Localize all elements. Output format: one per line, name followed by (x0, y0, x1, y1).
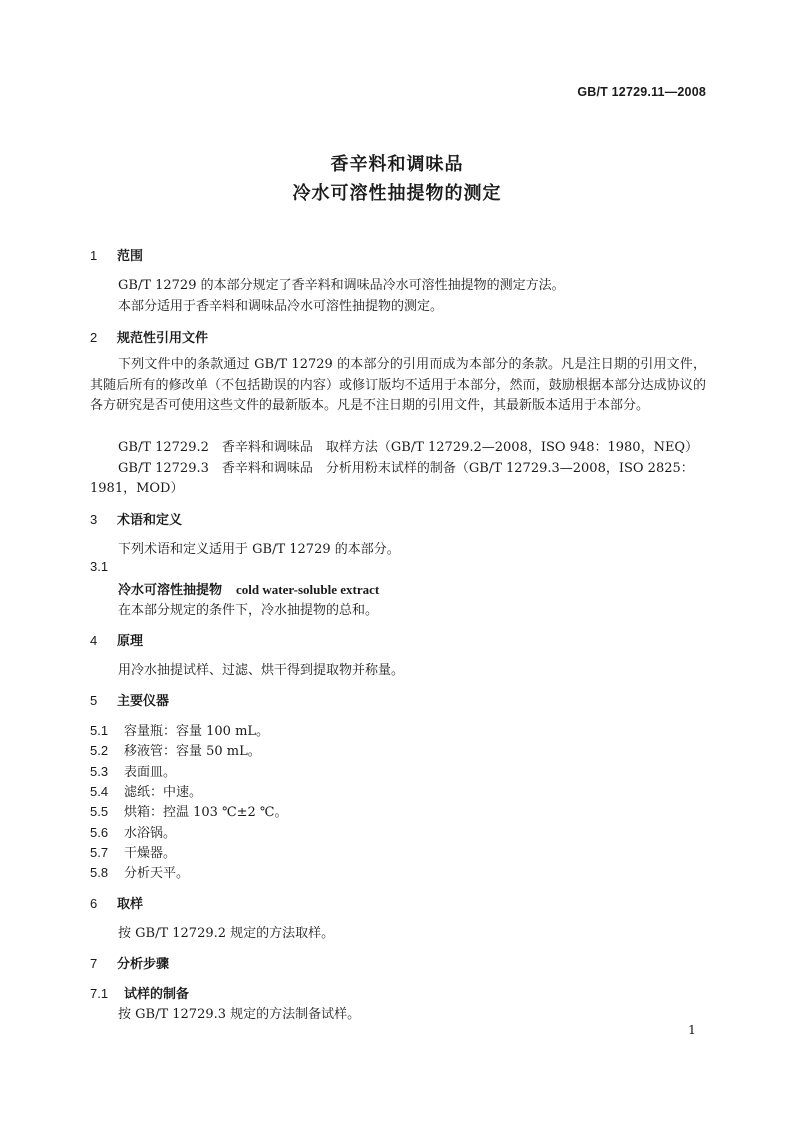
apparatus-item (90, 781, 202, 800)
item-text: 水浴锅。 (124, 826, 177, 841)
section-title: 规范性引用文件 (117, 331, 209, 346)
subsection-number: 7.1 (90, 986, 109, 1001)
item-number: 5.8 (90, 865, 109, 880)
page-number: 1 (688, 1022, 696, 1037)
section-number: 7 (90, 956, 98, 971)
item-number: 5.3 (90, 764, 109, 779)
paragraph: 下列术语和定义适用于 GB/T 12729 的本部分。 (118, 542, 400, 557)
section-title: 范围 (117, 249, 144, 264)
term-english: cold water-soluble extract (236, 582, 380, 597)
document-title-line1: 香辛料和调味品 (330, 154, 464, 175)
section-title: 取样 (117, 897, 144, 912)
section-title: 术语和定义 (117, 513, 183, 528)
reference-item-continuation: 1981，MOD） (90, 481, 184, 496)
subsection-heading (90, 983, 189, 1002)
item-text: 干燥器。 (124, 846, 177, 861)
term-definition: 在本部分规定的条件下，冷水抽提物的总和。 (118, 603, 379, 618)
paragraph: 本部分适用于香辛料和调味品冷水可溶性抽提物的测定。 (118, 299, 444, 314)
section-number: 6 (90, 896, 98, 911)
apparatus-item (90, 842, 176, 861)
paragraph: 按 GB/T 12729.3 规定的方法制备试样。 (118, 1007, 361, 1022)
subsection-title: 试样的制备 (124, 987, 190, 1002)
section-title: 原理 (117, 634, 144, 649)
item-number: 5.1 (90, 723, 109, 738)
item-text: 表面皿。 (124, 765, 177, 780)
paragraph: 下列文件中的条款通过 GB/T 12729 的本部分的引用而成为本部分的条款。凡是注日期的引用文件，其随后所有的修改单（不包括勘误的内容）或修订版均不适用于本部分，然而，鼓励根据本部分达成协议的各方研究是否可使用这些文件的最新版本。凡是不注日期的引用文件，其最新版本适用于本部分。 (90, 357, 706, 413)
item-text: 烘箱：控温 103 ℃±2 ℃。 (124, 805, 288, 820)
section-heading-apparatus (90, 690, 169, 709)
term-chinese: 冷水可溶性抽提物 (118, 583, 223, 598)
document-title-line2: 冷水可溶性抽提物的测定 (292, 183, 502, 204)
section-number: 3 (90, 512, 98, 527)
item-number: 5.5 (90, 804, 109, 819)
section-heading-sampling (90, 893, 143, 912)
item-number: 5.4 (90, 784, 109, 799)
item-text: 容量瓶：容量 100 mL。 (124, 724, 270, 739)
reference-item: GB/T 12729.3 香辛料和调味品 分析用粉末试样的制备（GB/T 12729.3—2008，ISO 2825： (118, 461, 694, 476)
subsection-number: 3.1 (90, 559, 109, 574)
apparatus-item (90, 761, 176, 780)
section-heading-scope (90, 245, 143, 264)
item-number: 5.2 (90, 743, 109, 758)
item-text: 移液管：容量 50 mL。 (124, 744, 261, 759)
term-entry (118, 579, 379, 598)
apparatus-item (90, 822, 176, 841)
section-number: 4 (90, 633, 98, 648)
section-number: 1 (90, 248, 98, 263)
apparatus-item (90, 720, 269, 739)
standard-number: GB/T 12729.11—2008 (577, 85, 706, 99)
section-title: 主要仪器 (117, 694, 170, 709)
paragraph: 用冷水抽提试样、过滤、烘干得到提取物并称量。 (118, 663, 405, 678)
item-text: 分析天平。 (124, 866, 190, 881)
section-heading-normative-references (90, 327, 208, 346)
apparatus-item (90, 740, 261, 759)
paragraph: GB/T 12729 的本部分规定了香辛料和调味品冷水可溶性抽提物的测定方法。 (118, 278, 565, 293)
section-number: 2 (90, 330, 98, 345)
item-number: 5.6 (90, 825, 109, 840)
section-heading-terms (90, 509, 182, 528)
apparatus-item (90, 862, 189, 881)
section-heading-procedure (90, 953, 169, 972)
section-number: 5 (90, 693, 98, 708)
clause-number (90, 559, 124, 575)
item-number: 5.7 (90, 845, 109, 860)
reference-item: GB/T 12729.2 香辛料和调味品 取样方法（GB/T 12729.2—2008，ISO 948：1980，NEQ） (118, 440, 699, 455)
item-text: 滤纸：中速。 (124, 785, 203, 800)
apparatus-item (90, 801, 287, 820)
paragraph: 按 GB/T 12729.2 规定的方法取样。 (118, 926, 335, 941)
section-heading-principle (90, 630, 143, 649)
section-title: 分析步骤 (117, 957, 170, 972)
